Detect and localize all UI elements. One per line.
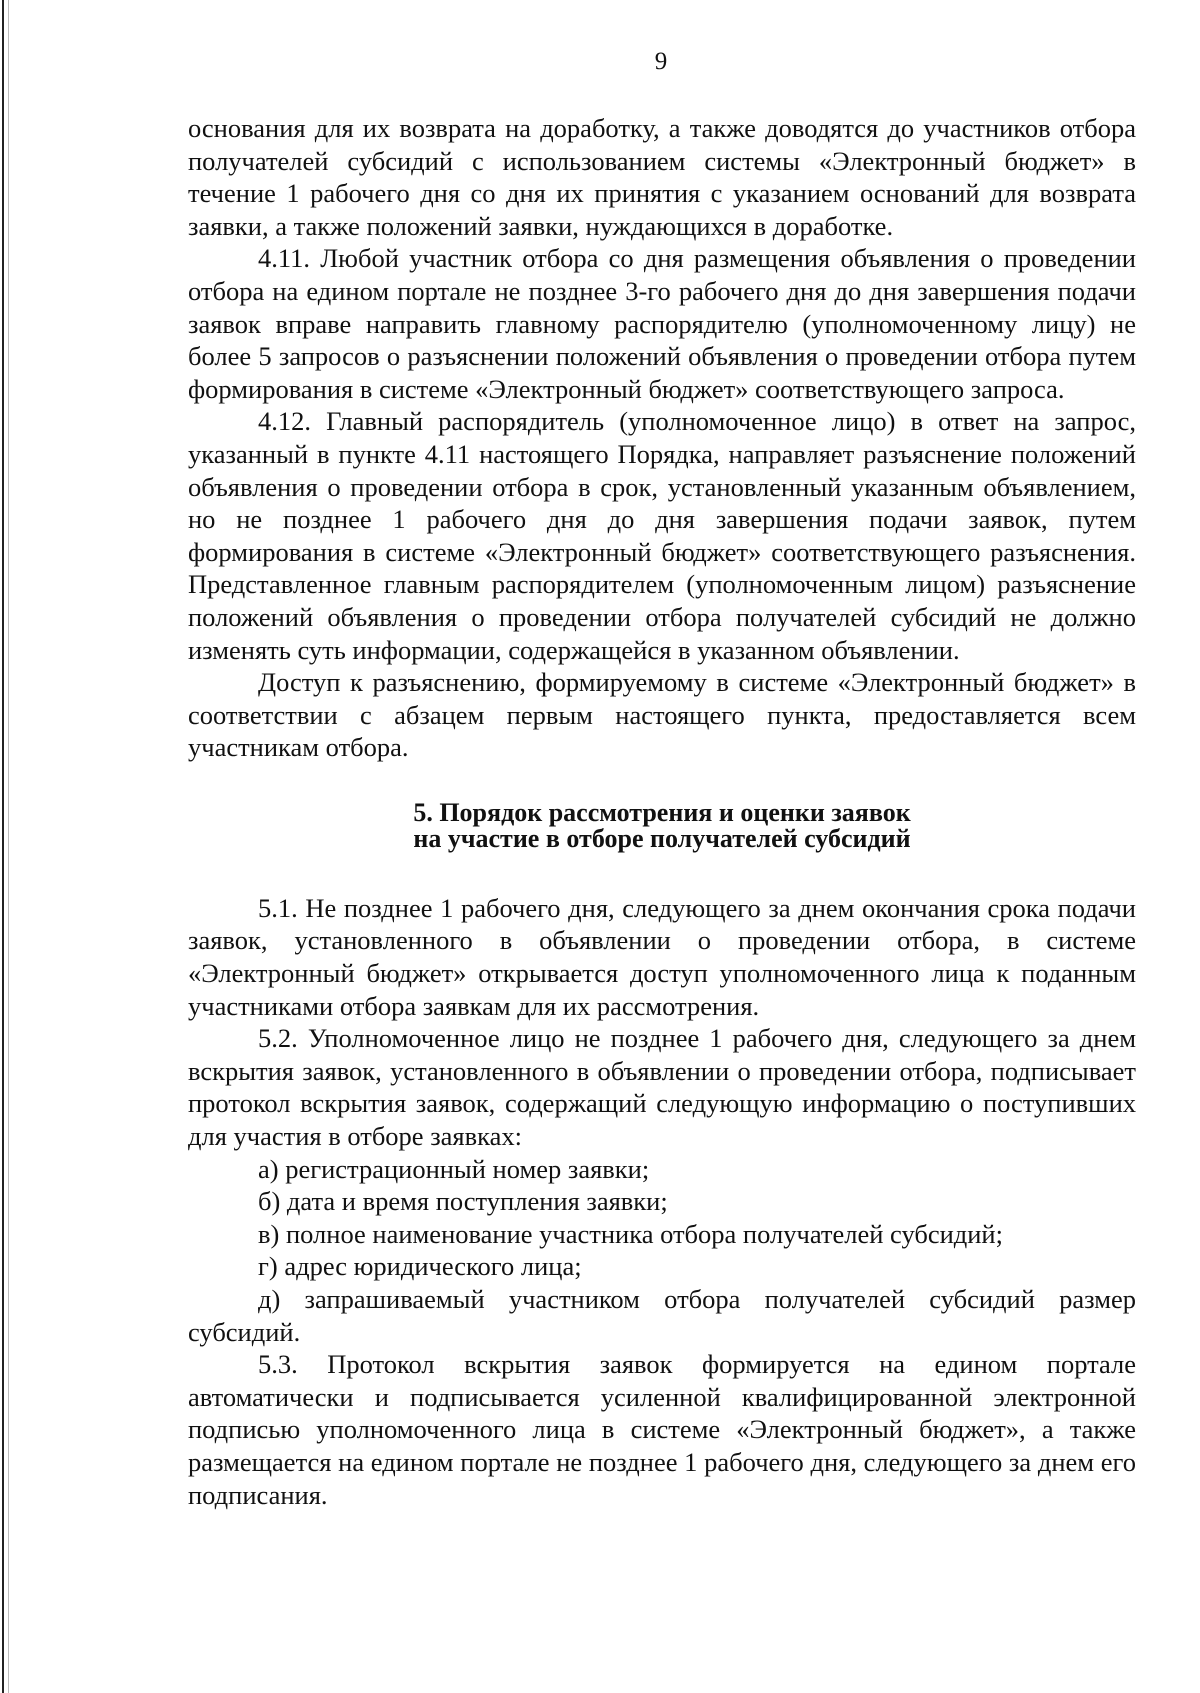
document-body bbox=[188, 112, 1136, 1511]
list-item-d: д) запрашиваемый участником отбора получателей субсидий размер субсидий. bbox=[188, 1284, 1136, 1347]
page-number: 9 bbox=[654, 48, 668, 75]
scan-edge bbox=[2, 0, 4, 1693]
list-item-b: б) дата и время поступления заявки; bbox=[258, 1186, 668, 1217]
section-heading-line2: на участие в отборе получателей субсидий bbox=[413, 823, 911, 853]
paragraph-5-1: 5.1. Не позднее 1 рабочего дня, следующего за днем окончания срока подачи заявок, установленного в объявлении о проведении отбора, в системе «Электронный бюджет» открывается доступ уполномоченного лица к поданным участниками отбора заявкам для их рассмотрения. bbox=[188, 892, 1136, 1021]
section-heading-line1: 5. Порядок рассмотрения и оценки заявок bbox=[413, 797, 911, 827]
paragraph-continuation: основания для их возврата на доработку, а также доводятся до участников отбора получателей субсидий с использованием системы «Электронный бюджет» в течение 1 рабочего дня со дня их принятия с указанием оснований для возврата заявки, а также положений заявки, нуждающихся в доработке. bbox=[188, 113, 1136, 241]
scan-edge-shadow bbox=[8, 0, 9, 1693]
section-heading-5 bbox=[188, 797, 1136, 853]
list-item-v: в) полное наименование участника отбора получателей субсидий; bbox=[258, 1218, 1003, 1249]
paragraph-access-clarification: Доступ к разъяснению, формируемому в системе «Электронный бюджет» в соответствии с абзацем первым настоящего пункта, предоставляется всем участникам отбора. bbox=[188, 667, 1136, 763]
list-item-a: а) регистрационный номер заявки; bbox=[258, 1153, 650, 1184]
paragraph-5-2: 5.2. Уполномоченное лицо не позднее 1 рабочего дня, следующего за днем вскрытия заявок, установленного в объявлении о проведении отбора, подписывает протокол вскрытия заявок, содержащий следующую информацию о поступивших для участия в отборе заявках: bbox=[188, 1023, 1136, 1152]
paragraph-5-3: 5.3. Протокол вскрытия заявок формируется на едином портале автоматически и подписывается усиленной квалифицированной электронной подписью уполномоченного лица в системе «Электронный бюджет», а также размещается на едином портале не позднее 1 рабочего дня, следующего за днем его подписания. bbox=[188, 1349, 1136, 1510]
list-item-g: г) адрес юридического лица; bbox=[258, 1251, 582, 1282]
paragraph-4-12: 4.12. Главный распорядитель (уполномоченное лицо) в ответ на запрос, указанный в пункте 4.11 настоящего Порядка, направляет разъяснение положений объявления о проведении отбора в срок, установленный указанным объявлением, но не позднее 1 рабочего дня до дня завершения подачи заявок, путем формирования в системе «Электронный бюджет» соответствующего разъяснения. Представленное главным распорядителем (уполномоченным лицом) разъяснение положений объявления о проведении отбора получателей субсидий не должно изменять суть информации, содержащейся в указанном объявлении. bbox=[188, 406, 1136, 665]
paragraph-4-11: 4.11. Любой участник отбора со дня размещения объявления о проведении отбора на едином портале не позднее 3-го рабочего дня до дня завершения подачи заявок вправе направить главному распорядителю (уполномоченному лицу) не более 5 запросов о разъяснении положений объявления о проведении отбора путем формирования в системе «Электронный бюджет» соответствующего запроса. bbox=[188, 243, 1136, 404]
